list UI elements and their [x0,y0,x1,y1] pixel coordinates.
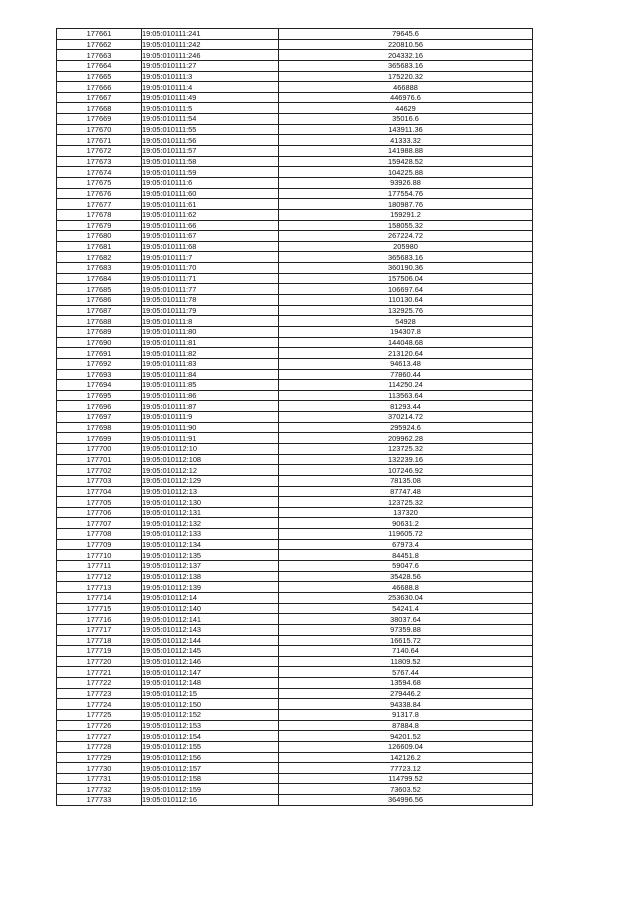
table-row [57,273,533,284]
cadastral-number-cell: 19:05:010111:79 [142,305,279,316]
value-cell: 295924.6 [279,422,533,433]
table-row [57,326,533,337]
row-number-cell: 177676 [57,188,142,199]
cadastral-number-cell: 19:05:010112:12 [142,465,279,476]
value-cell: 46688.8 [279,582,533,593]
row-number-cell: 177675 [57,177,142,188]
cadastral-number-cell: 19:05:010111:77 [142,284,279,295]
table-row [57,635,533,646]
row-number-cell: 177720 [57,656,142,667]
row-number-cell: 177729 [57,752,142,763]
cadastral-number-cell: 19:05:010112:130 [142,497,279,508]
table-row [57,146,533,157]
cadastral-number-cell: 19:05:010111:246 [142,50,279,61]
table-row [57,688,533,699]
cadastral-number-cell: 19:05:010111:49 [142,92,279,103]
table-row [57,710,533,721]
row-number-cell: 177697 [57,412,142,423]
value-cell: 466888 [279,82,533,93]
row-number-cell: 177693 [57,369,142,380]
row-number-cell: 177715 [57,603,142,614]
table-row [57,784,533,795]
value-cell: 79645.6 [279,29,533,40]
table-row [57,571,533,582]
table-body [57,29,533,806]
table-row [57,390,533,401]
value-cell: 41333.32 [279,135,533,146]
cadastral-number-cell: 19:05:010112:14 [142,592,279,603]
row-number-cell: 177700 [57,443,142,454]
cadastral-number-cell: 19:05:010112:139 [142,582,279,593]
cadastral-number-cell: 19:05:010111:241 [142,29,279,40]
table-row [57,518,533,529]
table-row [57,369,533,380]
table-row [57,773,533,784]
value-cell: 73603.52 [279,784,533,795]
table-row [57,167,533,178]
table-row [57,177,533,188]
row-number-cell: 177711 [57,561,142,572]
value-cell: 114250.24 [279,380,533,391]
cadastral-number-cell: 19:05:010111:62 [142,209,279,220]
table-row [57,92,533,103]
row-number-cell: 177681 [57,241,142,252]
cadastral-number-cell: 19:05:010112:155 [142,741,279,752]
value-cell: 93926.88 [279,177,533,188]
cadastral-number-cell: 19:05:010111:91 [142,433,279,444]
row-number-cell: 177724 [57,699,142,710]
cadastral-number-cell: 19:05:010112:131 [142,507,279,518]
row-number-cell: 177679 [57,220,142,231]
cadastral-number-cell: 19:05:010112:129 [142,475,279,486]
row-number-cell: 177704 [57,486,142,497]
cadastral-number-cell: 19:05:010111:85 [142,380,279,391]
value-cell: 114799.52 [279,773,533,784]
cadastral-number-cell: 19:05:010112:143 [142,624,279,635]
value-cell: 91317.8 [279,710,533,721]
table-row [57,667,533,678]
cadastral-number-cell: 19:05:010111:70 [142,263,279,274]
row-number-cell: 177692 [57,358,142,369]
value-cell: 123725.32 [279,443,533,454]
value-cell: 35428.56 [279,571,533,582]
value-cell: 365683.16 [279,60,533,71]
row-number-cell: 177669 [57,114,142,125]
row-number-cell: 177701 [57,454,142,465]
row-number-cell: 177725 [57,710,142,721]
row-number-cell: 177674 [57,167,142,178]
value-cell: 143911.36 [279,124,533,135]
table-row [57,731,533,742]
table-row [57,60,533,71]
row-number-cell: 177666 [57,82,142,93]
cadastral-number-cell: 19:05:010111:84 [142,369,279,380]
cadastral-number-cell: 19:05:010111:71 [142,273,279,284]
cadastral-number-cell: 19:05:010112:133 [142,529,279,540]
table-row [57,475,533,486]
table-row [57,284,533,295]
row-number-cell: 177680 [57,231,142,242]
value-cell: 194307.8 [279,326,533,337]
cadastral-number-cell: 19:05:010112:135 [142,550,279,561]
table-row [57,305,533,316]
cadastral-number-cell: 19:05:010112:134 [142,539,279,550]
table-row [57,454,533,465]
cadastral-number-cell: 19:05:010111:58 [142,156,279,167]
row-number-cell: 177695 [57,390,142,401]
table-row [57,433,533,444]
table-row [57,443,533,454]
cadastral-number-cell: 19:05:010111:27 [142,60,279,71]
value-cell: 84451.8 [279,550,533,561]
value-cell: 13594.68 [279,678,533,689]
row-number-cell: 177678 [57,209,142,220]
value-cell: 94613.48 [279,358,533,369]
row-number-cell: 177732 [57,784,142,795]
cadastral-number-cell: 19:05:010111:9 [142,412,279,423]
table-row [57,71,533,82]
value-cell: 365683.16 [279,252,533,263]
cadastral-number-cell: 19:05:010112:141 [142,614,279,625]
table-row [57,795,533,806]
table-row [57,114,533,125]
cadastral-number-cell: 19:05:010112:145 [142,646,279,657]
row-number-cell: 177698 [57,422,142,433]
table-row [57,263,533,274]
table-row [57,135,533,146]
table-row [57,539,533,550]
value-cell: 205980 [279,241,533,252]
value-cell: 59047.6 [279,561,533,572]
value-cell: 144048.68 [279,337,533,348]
table-row [57,741,533,752]
value-cell: 106697.64 [279,284,533,295]
table-row [57,82,533,93]
cadastral-number-cell: 19:05:010112:158 [142,773,279,784]
cadastral-number-cell: 19:05:010111:83 [142,358,279,369]
table-row [57,50,533,61]
cadastral-number-cell: 19:05:010111:6 [142,177,279,188]
table-row [57,624,533,635]
table-row [57,603,533,614]
cadastral-number-cell: 19:05:010112:137 [142,561,279,572]
value-cell: 104225.88 [279,167,533,178]
row-number-cell: 177683 [57,263,142,274]
row-number-cell: 177662 [57,39,142,50]
value-cell: 175220.32 [279,71,533,82]
value-cell: 54241.4 [279,603,533,614]
row-number-cell: 177671 [57,135,142,146]
cadastral-number-cell: 19:05:010112:157 [142,763,279,774]
value-cell: 180987.76 [279,199,533,210]
row-number-cell: 177691 [57,348,142,359]
table-row [57,614,533,625]
cadastral-number-cell: 19:05:010111:67 [142,231,279,242]
row-number-cell: 177722 [57,678,142,689]
cadastral-number-cell: 19:05:010111:8 [142,316,279,327]
cadastral-number-cell: 19:05:010111:55 [142,124,279,135]
row-number-cell: 177703 [57,475,142,486]
value-cell: 119605.72 [279,529,533,540]
value-cell: 126609.04 [279,741,533,752]
value-cell: 38037.64 [279,614,533,625]
table-row [57,507,533,518]
table-row [57,241,533,252]
cadastral-number-cell: 19:05:010112:156 [142,752,279,763]
row-number-cell: 177682 [57,252,142,263]
value-cell: 159291.2 [279,209,533,220]
value-cell: 360190.36 [279,263,533,274]
row-number-cell: 177718 [57,635,142,646]
table-row [57,529,533,540]
row-number-cell: 177733 [57,795,142,806]
value-cell: 113563.64 [279,390,533,401]
table-row [57,188,533,199]
table-row [57,252,533,263]
row-number-cell: 177687 [57,305,142,316]
value-cell: 67973.4 [279,539,533,550]
table-row [57,209,533,220]
value-cell: 94201.52 [279,731,533,742]
table-row [57,316,533,327]
cadastral-number-cell: 19:05:010112:153 [142,720,279,731]
cadastral-number-cell: 19:05:010111:66 [142,220,279,231]
cadastral-number-cell: 19:05:010112:16 [142,795,279,806]
table-row [57,358,533,369]
value-cell: 209962.28 [279,433,533,444]
value-cell: 364996.56 [279,795,533,806]
value-cell: 446976.6 [279,92,533,103]
value-cell: 97359.88 [279,624,533,635]
table-row [57,39,533,50]
cadastral-number-cell: 19:05:010112:15 [142,688,279,699]
table-row [57,752,533,763]
table-row [57,646,533,657]
value-cell: 16615.72 [279,635,533,646]
cadastral-number-cell: 19:05:010112:152 [142,710,279,721]
data-table [56,28,533,806]
row-number-cell: 177689 [57,326,142,337]
cadastral-number-cell: 19:05:010111:87 [142,401,279,412]
row-number-cell: 177730 [57,763,142,774]
row-number-cell: 177709 [57,539,142,550]
table-row [57,295,533,306]
cadastral-number-cell: 19:05:010111:86 [142,390,279,401]
cadastral-number-cell: 19:05:010111:78 [142,295,279,306]
table-row [57,337,533,348]
value-cell: 77723.12 [279,763,533,774]
row-number-cell: 177727 [57,731,142,742]
cadastral-number-cell: 19:05:010112:147 [142,667,279,678]
row-number-cell: 177677 [57,199,142,210]
cadastral-number-cell: 19:05:010111:56 [142,135,279,146]
row-number-cell: 177707 [57,518,142,529]
row-number-cell: 177665 [57,71,142,82]
row-number-cell: 177712 [57,571,142,582]
value-cell: 44629 [279,103,533,114]
value-cell: 137320 [279,507,533,518]
row-number-cell: 177708 [57,529,142,540]
cadastral-number-cell: 19:05:010111:61 [142,199,279,210]
value-cell: 253630.04 [279,592,533,603]
value-cell: 141988.88 [279,146,533,157]
table-row [57,348,533,359]
table-row [57,678,533,689]
table-row [57,561,533,572]
cadastral-number-cell: 19:05:010112:13 [142,486,279,497]
table-row [57,156,533,167]
row-number-cell: 177668 [57,103,142,114]
row-number-cell: 177670 [57,124,142,135]
row-number-cell: 177702 [57,465,142,476]
table-row [57,763,533,774]
row-number-cell: 177714 [57,592,142,603]
table-row [57,582,533,593]
cadastral-number-cell: 19:05:010112:140 [142,603,279,614]
row-number-cell: 177688 [57,316,142,327]
row-number-cell: 177684 [57,273,142,284]
cadastral-number-cell: 19:05:010112:108 [142,454,279,465]
value-cell: 110130.64 [279,295,533,306]
row-number-cell: 177696 [57,401,142,412]
cadastral-number-cell: 19:05:010111:57 [142,146,279,157]
table-row [57,465,533,476]
table-row [57,199,533,210]
value-cell: 81293.44 [279,401,533,412]
cadastral-number-cell: 19:05:010112:150 [142,699,279,710]
cadastral-number-cell: 19:05:010111:60 [142,188,279,199]
table-row [57,422,533,433]
cadastral-number-cell: 19:05:010111:5 [142,103,279,114]
value-cell: 35016.6 [279,114,533,125]
cadastral-number-cell: 19:05:010111:242 [142,39,279,50]
table-row [57,103,533,114]
value-cell: 107246.92 [279,465,533,476]
table-row [57,486,533,497]
row-number-cell: 177685 [57,284,142,295]
cadastral-number-cell: 19:05:010111:90 [142,422,279,433]
value-cell: 87884.8 [279,720,533,731]
cadastral-number-cell: 19:05:010112:132 [142,518,279,529]
value-cell: 177554.76 [279,188,533,199]
value-cell: 279446.2 [279,688,533,699]
cadastral-number-cell: 19:05:010111:3 [142,71,279,82]
cadastral-number-cell: 19:05:010112:159 [142,784,279,795]
row-number-cell: 177699 [57,433,142,444]
table-row [57,231,533,242]
row-number-cell: 177717 [57,624,142,635]
cadastral-number-cell: 19:05:010111:59 [142,167,279,178]
row-number-cell: 177731 [57,773,142,784]
table-row [57,550,533,561]
value-cell: 142126.2 [279,752,533,763]
row-number-cell: 177723 [57,688,142,699]
table-row [57,29,533,40]
table-row [57,220,533,231]
cadastral-number-cell: 19:05:010112:138 [142,571,279,582]
cadastral-number-cell: 19:05:010111:68 [142,241,279,252]
row-number-cell: 177716 [57,614,142,625]
row-number-cell: 177705 [57,497,142,508]
row-number-cell: 177667 [57,92,142,103]
value-cell: 5767.44 [279,667,533,678]
row-number-cell: 177686 [57,295,142,306]
value-cell: 123725.32 [279,497,533,508]
table-row [57,497,533,508]
value-cell: 158055.32 [279,220,533,231]
cadastral-number-cell: 19:05:010112:10 [142,443,279,454]
value-cell: 213120.64 [279,348,533,359]
value-cell: 90631.2 [279,518,533,529]
value-cell: 132925.76 [279,305,533,316]
cadastral-number-cell: 19:05:010112:146 [142,656,279,667]
table-row [57,412,533,423]
row-number-cell: 177706 [57,507,142,518]
row-number-cell: 177694 [57,380,142,391]
value-cell: 11809.52 [279,656,533,667]
row-number-cell: 177728 [57,741,142,752]
value-cell: 220810.56 [279,39,533,50]
value-cell: 7140.64 [279,646,533,657]
table-row [57,124,533,135]
row-number-cell: 177713 [57,582,142,593]
row-number-cell: 177664 [57,60,142,71]
cadastral-number-cell: 19:05:010111:54 [142,114,279,125]
row-number-cell: 177663 [57,50,142,61]
table-row [57,720,533,731]
row-number-cell: 177726 [57,720,142,731]
value-cell: 87747.48 [279,486,533,497]
value-cell: 78135.08 [279,475,533,486]
row-number-cell: 177721 [57,667,142,678]
row-number-cell: 177710 [57,550,142,561]
cadastral-number-cell: 19:05:010111:80 [142,326,279,337]
cadastral-number-cell: 19:05:010111:81 [142,337,279,348]
table-row [57,380,533,391]
table-row [57,592,533,603]
table-row [57,401,533,412]
value-cell: 94338.84 [279,699,533,710]
value-cell: 204332.16 [279,50,533,61]
value-cell: 157506.04 [279,273,533,284]
row-number-cell: 177673 [57,156,142,167]
value-cell: 370214.72 [279,412,533,423]
cadastral-number-cell: 19:05:010111:82 [142,348,279,359]
value-cell: 54928 [279,316,533,327]
row-number-cell: 177690 [57,337,142,348]
cadastral-number-cell: 19:05:010111:7 [142,252,279,263]
cadastral-number-cell: 19:05:010111:4 [142,82,279,93]
row-number-cell: 177672 [57,146,142,157]
row-number-cell: 177661 [57,29,142,40]
value-cell: 77860.44 [279,369,533,380]
value-cell: 159428.52 [279,156,533,167]
cadastral-number-cell: 19:05:010112:144 [142,635,279,646]
cadastral-number-cell: 19:05:010112:154 [142,731,279,742]
table-row [57,656,533,667]
row-number-cell: 177719 [57,646,142,657]
value-cell: 267224.72 [279,231,533,242]
cadastral-number-cell: 19:05:010112:148 [142,678,279,689]
value-cell: 132239.16 [279,454,533,465]
table-row [57,699,533,710]
